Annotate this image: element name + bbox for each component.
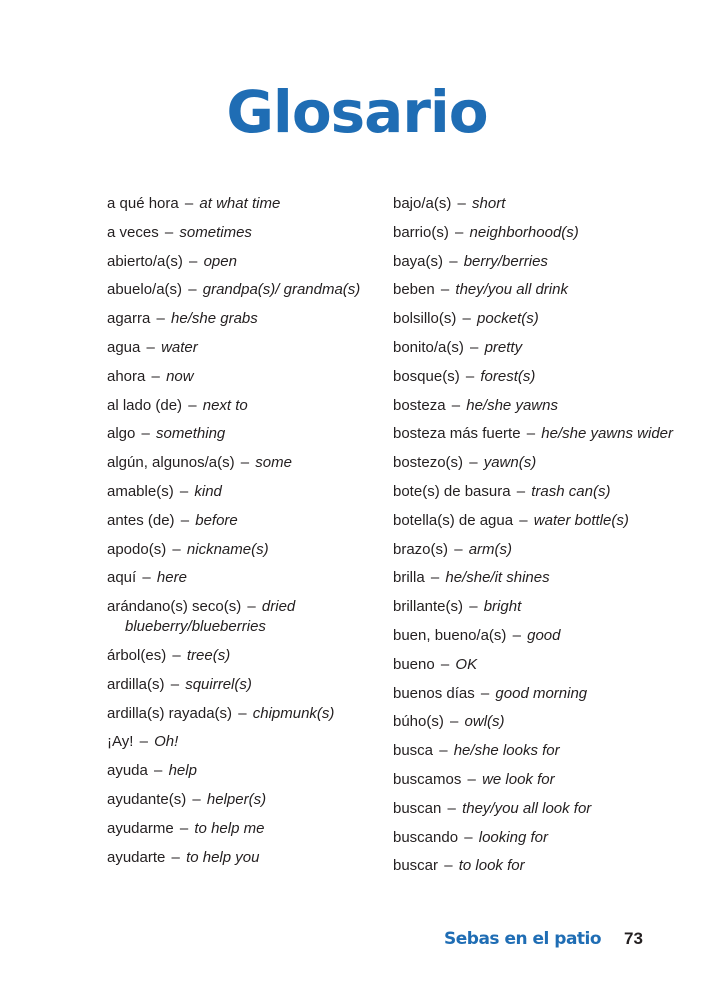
- entry-spanish-term: bonito/a(s): [393, 338, 464, 356]
- entry-spanish-term: bueno: [393, 655, 435, 673]
- glossary-entry: [107, 280, 407, 300]
- entry-english-translation: now: [166, 367, 194, 385]
- entry-separator: –: [141, 425, 150, 443]
- glossary-entry: [107, 309, 407, 329]
- glossary-entry: [107, 511, 407, 531]
- entry-english-translation: owl(s): [464, 713, 505, 731]
- entry-separator: –: [430, 569, 440, 587]
- entry-spanish-term: buscando: [393, 828, 459, 846]
- glossary-entry: [107, 396, 407, 416]
- glossary-entry: [393, 770, 693, 790]
- glossary-entry: [393, 684, 693, 704]
- entry-spanish-term: barrio(s): [393, 223, 449, 241]
- entry-english-translation: open: [203, 252, 237, 270]
- entry-separator: –: [449, 252, 458, 270]
- entry-english-translation: help: [168, 762, 197, 780]
- entry-spanish-term: buscar: [393, 857, 439, 875]
- glossary-entry: [393, 252, 693, 272]
- entry-separator: –: [455, 223, 464, 241]
- entry-separator: –: [451, 396, 461, 414]
- entry-separator: –: [247, 598, 256, 616]
- entry-separator: –: [192, 790, 201, 808]
- entry-separator: –: [447, 799, 456, 817]
- glossary-entry: [107, 367, 407, 387]
- glossary-entry: [107, 252, 407, 272]
- entry-separator: –: [180, 511, 190, 529]
- entry-separator: –: [519, 511, 528, 529]
- entry-spanish-term: buenos días: [393, 684, 475, 702]
- entry-english-translation: some: [255, 454, 292, 472]
- entry-spanish-term: ¡Ay!: [107, 733, 134, 751]
- entry-english-translation: berry/berries: [463, 252, 548, 270]
- footer-book-title: Sebas en el patio: [444, 929, 602, 949]
- entry-spanish-term: brilla: [393, 569, 425, 587]
- entry-english-translation: something: [156, 425, 226, 443]
- entry-english-translation: pretty: [484, 338, 523, 356]
- entry-spanish-term: abuelo/a(s): [107, 281, 183, 299]
- entry-separator: –: [172, 646, 181, 664]
- entry-english-translation: looking for: [478, 828, 548, 846]
- entry-separator: –: [526, 425, 536, 443]
- glossary-entry: [393, 799, 693, 819]
- entry-separator: –: [467, 770, 476, 788]
- entry-separator: –: [480, 684, 490, 702]
- entry-spanish-term: algo: [107, 425, 136, 443]
- entry-english-translation: to look for: [458, 857, 525, 875]
- entry-spanish-term: al lado (de): [107, 396, 183, 414]
- entry-english-translation: yawn(s): [483, 454, 537, 472]
- glossary-entry: [393, 453, 693, 473]
- entry-english-translation: at what time: [199, 195, 281, 212]
- entry-spanish-term: bostezo(s): [393, 454, 464, 472]
- entry-spanish-term: ardilla(s) rayada(s): [107, 704, 233, 722]
- glossary-entry: [107, 424, 407, 444]
- glossary-entry: [393, 396, 693, 416]
- entry-spanish-term: brillante(s): [393, 598, 464, 616]
- glossary-entry: [107, 453, 407, 473]
- glossary-entry: [107, 790, 407, 810]
- glossary-entry: [393, 568, 693, 588]
- glossary-entry: [393, 338, 693, 358]
- entry-english-translation: trash can(s): [531, 482, 611, 500]
- entry-separator: –: [454, 540, 463, 558]
- glossary-entry: [393, 309, 693, 329]
- entry-english-translation: tree(s): [186, 646, 231, 664]
- glossary-entry: [393, 424, 693, 444]
- entry-spanish-term: agua: [107, 338, 141, 356]
- entry-separator: –: [171, 848, 180, 866]
- entry-spanish-term: arándano(s) seco(s): [107, 598, 242, 616]
- entry-separator: –: [440, 281, 450, 299]
- glossary-entry: [393, 856, 693, 876]
- entry-separator: –: [188, 281, 197, 299]
- glossary-entry: [107, 568, 407, 588]
- glossary-entry: [393, 280, 693, 300]
- entry-english-translation: before: [195, 511, 238, 529]
- entry-separator: –: [516, 482, 526, 500]
- glossary-entry: [393, 194, 693, 214]
- entry-separator: –: [139, 733, 148, 751]
- entry-spanish-term: ayudarme: [107, 819, 174, 837]
- entry-separator: –: [156, 310, 165, 328]
- entry-english-translation: they/you all drink: [455, 281, 568, 299]
- entry-separator: –: [179, 819, 189, 837]
- page-number: 73: [624, 929, 643, 948]
- entry-spanish-term: beben: [393, 281, 435, 299]
- entry-separator: –: [179, 482, 189, 500]
- glossary-entry: [107, 223, 407, 243]
- glossary-entry: [393, 367, 693, 387]
- glossary-entry: [393, 626, 693, 646]
- entry-separator: –: [172, 540, 181, 558]
- entry-english-translation: here: [156, 569, 187, 587]
- entry-separator: –: [450, 713, 459, 731]
- entry-separator: –: [238, 704, 247, 722]
- glossary-entry: [107, 194, 407, 214]
- entry-separator: –: [170, 675, 180, 693]
- entry-english-translation: helper(s): [206, 790, 267, 808]
- entry-separator: –: [465, 367, 475, 385]
- entry-english-translation: he/she yawns: [466, 396, 558, 414]
- entry-english-translation: OK: [455, 655, 478, 673]
- entry-english-translation: to help you: [186, 848, 260, 866]
- entry-separator: –: [439, 742, 448, 760]
- entry-spanish-term: aquí: [107, 569, 137, 587]
- glossary-entry: [107, 732, 407, 752]
- entry-spanish-term: bajo/a(s): [393, 195, 452, 212]
- glossary-entry: [107, 540, 407, 560]
- glossary-entry: [107, 761, 407, 781]
- glossary-entry: [393, 597, 693, 617]
- entry-english-translation: short: [472, 195, 506, 212]
- glossary-entry: [107, 597, 407, 637]
- entry-english-translation: chipmunk(s): [252, 704, 335, 722]
- entry-spanish-term: a qué hora: [107, 195, 179, 212]
- glossary-entry: [393, 482, 693, 502]
- entry-separator: –: [469, 598, 478, 616]
- entry-english-translation: water bottle(s): [533, 511, 629, 529]
- entry-english-translation: neighborhood(s): [469, 223, 579, 241]
- glossary-entry: [393, 828, 693, 848]
- glossary-column-right: [393, 194, 693, 885]
- entry-spanish-term: ayuda: [107, 762, 148, 780]
- entry-english-translation: pocket(s): [477, 310, 539, 328]
- glossary-entry: [393, 712, 693, 732]
- entry-english-translation: arm(s): [468, 540, 513, 558]
- glossary-entry: [107, 338, 407, 358]
- entry-spanish-term: baya(s): [393, 252, 444, 270]
- entry-spanish-term: ahora: [107, 367, 146, 385]
- entry-spanish-term: antes (de): [107, 511, 175, 529]
- entry-separator: –: [146, 338, 155, 356]
- page-title: Glosario: [226, 78, 488, 146]
- entry-spanish-term: a veces: [107, 223, 159, 241]
- entry-separator: –: [151, 367, 160, 385]
- entry-english-translation: good morning: [495, 684, 588, 702]
- entry-english-translation: bright: [483, 598, 522, 616]
- entry-spanish-term: algún, algunos/a(s): [107, 454, 235, 472]
- entry-spanish-term: buen, bueno/a(s): [393, 626, 507, 644]
- entry-english-translation: he/she/it shines: [445, 569, 550, 587]
- entry-english-translation: grandpa(s)/ grandma(s): [202, 281, 361, 299]
- entry-spanish-term: buscan: [393, 799, 442, 817]
- entry-english-translation: they/you all look for: [462, 799, 592, 817]
- glossary-entry: [393, 540, 693, 560]
- entry-separator: –: [440, 655, 450, 673]
- entry-spanish-term: brazo(s): [393, 540, 449, 558]
- entry-english-translation: he/she grabs: [171, 310, 258, 328]
- glossary-entry: [393, 655, 693, 675]
- entry-separator: –: [188, 396, 197, 414]
- entry-english-translation: to help me: [194, 819, 265, 837]
- entry-english-translation: squirrel(s): [185, 675, 252, 693]
- glossary-entry: [107, 675, 407, 695]
- glossary-entry: [107, 646, 407, 666]
- entry-spanish-term: bolsillo(s): [393, 310, 457, 328]
- entry-spanish-term: ayudarte: [107, 848, 166, 866]
- entry-english-translation: kind: [194, 482, 222, 500]
- glossary-entry: [393, 511, 693, 531]
- entry-spanish-term: abierto/a(s): [107, 252, 183, 270]
- entry-separator: –: [470, 338, 479, 356]
- entry-spanish-term: bosteza más fuerte: [393, 425, 521, 443]
- entry-spanish-term: agarra: [107, 310, 151, 328]
- entry-spanish-term: ardilla(s): [107, 675, 165, 693]
- glossary-entry: [393, 741, 693, 761]
- entry-english-translation: we look for: [482, 770, 555, 788]
- entry-english-translation: forest(s): [480, 367, 536, 385]
- entry-spanish-term: amable(s): [107, 482, 174, 500]
- entry-separator: –: [184, 195, 194, 212]
- entry-spanish-term: búho(s): [393, 713, 444, 731]
- glossary-entry: [393, 223, 693, 243]
- entry-spanish-term: buscamos: [393, 770, 462, 788]
- entry-english-translation: good: [527, 626, 561, 644]
- entry-separator: –: [444, 857, 453, 875]
- entry-separator: –: [464, 828, 473, 846]
- entry-separator: –: [462, 310, 471, 328]
- entry-spanish-term: botella(s) de agua: [393, 511, 514, 529]
- entry-separator: –: [164, 223, 174, 241]
- entry-english-translation: nickname(s): [186, 540, 269, 558]
- entry-spanish-term: apodo(s): [107, 540, 167, 558]
- entry-separator: –: [512, 626, 521, 644]
- entry-english-translation: he/she yawns wider: [541, 425, 673, 443]
- entry-english-translation: he/she looks for: [453, 742, 560, 760]
- entry-separator: –: [189, 252, 198, 270]
- entry-english-translation: sometimes: [179, 223, 252, 241]
- glossary-column-left: [107, 194, 407, 876]
- glossary-entry: [107, 704, 407, 724]
- glossary-entry: [107, 848, 407, 868]
- entry-english-translation: next to: [202, 396, 248, 414]
- entry-separator: –: [240, 454, 250, 472]
- glossary-entry: [107, 482, 407, 502]
- entry-spanish-term: árbol(es): [107, 646, 167, 664]
- entry-separator: –: [154, 762, 163, 780]
- glossary-entry: [107, 819, 407, 839]
- entry-english-translation: water: [161, 338, 198, 356]
- entry-separator: –: [142, 569, 151, 587]
- entry-spanish-term: ayudante(s): [107, 790, 187, 808]
- entry-spanish-term: bosque(s): [393, 367, 460, 385]
- entry-spanish-term: bosteza: [393, 396, 446, 414]
- entry-spanish-term: busca: [393, 742, 434, 760]
- entry-separator: –: [457, 195, 466, 212]
- entry-separator: –: [469, 454, 478, 472]
- entry-spanish-term: bote(s) de basura: [393, 482, 511, 500]
- entry-english-translation: Oh!: [154, 733, 179, 751]
- entry-english-translation: dried blueberry/blueberries: [125, 598, 296, 636]
